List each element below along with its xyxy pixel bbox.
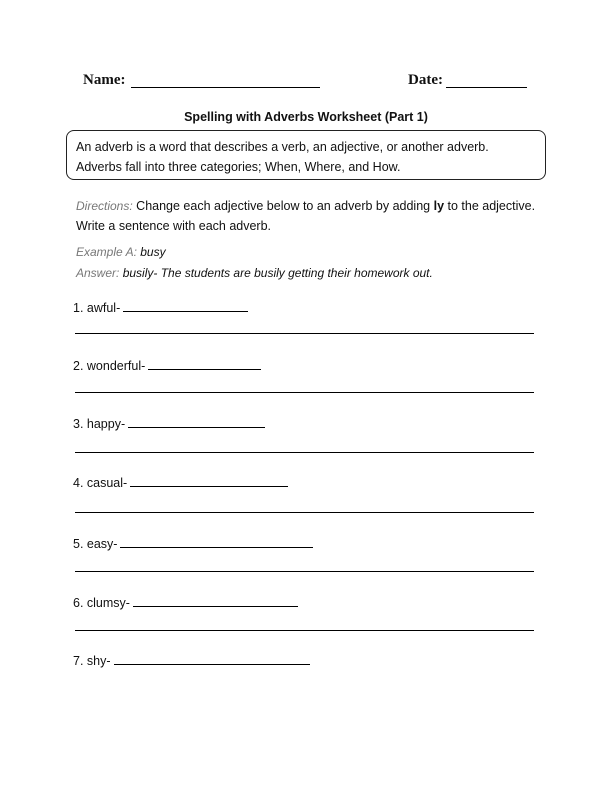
date-label: Date:	[408, 72, 443, 88]
adverb-blank[interactable]	[123, 299, 248, 312]
sentence-line-5[interactable]	[75, 571, 534, 572]
item-7	[73, 652, 310, 668]
adverb-blank[interactable]	[114, 652, 310, 665]
example-word: busy	[136, 245, 166, 259]
item-label: 3. happy-	[73, 417, 126, 431]
item-label: 4. casual-	[73, 476, 128, 490]
definition-line-1: An adverb is a word that describes a verb, an adjective, or another adverb.	[76, 140, 489, 154]
item-2	[73, 357, 261, 373]
item-label: 5. easy-	[73, 537, 118, 551]
adverb-blank[interactable]	[148, 357, 261, 370]
adverb-blank[interactable]	[133, 594, 298, 607]
definition-line-2: Adverbs fall into three categories; When, Where, and How.	[76, 160, 401, 174]
worksheet-title: Spelling with Adverbs Worksheet (Part 1)	[184, 110, 428, 124]
item-5	[73, 535, 313, 551]
name-field[interactable]	[131, 87, 320, 88]
adverb-blank[interactable]	[130, 474, 288, 487]
sentence-line-4[interactable]	[75, 512, 534, 513]
adverb-blank[interactable]	[120, 535, 313, 548]
example-line	[76, 245, 166, 259]
directions	[76, 196, 541, 236]
directions-text-1: Change each adjective below to an adverb by adding	[132, 199, 434, 213]
item-1	[73, 299, 248, 315]
directions-bold: ly	[433, 199, 445, 213]
sentence-line-3[interactable]	[75, 452, 534, 453]
answer-label: Answer:	[76, 266, 120, 280]
directions-text-2: to the adjective. Write a sentence with each adverb.	[76, 199, 536, 233]
directions-label: Directions:	[76, 199, 133, 213]
item-6	[73, 594, 298, 610]
name-label: Name:	[83, 72, 126, 88]
item-4	[73, 474, 288, 490]
item-label: 6. clumsy-	[73, 596, 130, 610]
adverb-blank[interactable]	[128, 415, 265, 428]
sentence-line-2[interactable]	[75, 392, 534, 393]
date-field[interactable]	[446, 87, 527, 88]
answer-line	[76, 266, 433, 280]
definition-text	[76, 137, 541, 177]
example-label: Example A:	[76, 245, 137, 259]
sentence-line-1[interactable]	[75, 333, 534, 334]
item-label: 1. awful-	[73, 301, 121, 315]
sentence-line-6[interactable]	[75, 630, 534, 631]
item-3	[73, 415, 265, 431]
item-label: 2. wonderful-	[73, 359, 146, 373]
answer-text: busily- The students are busily getting their homework out.	[119, 266, 433, 280]
item-label: 7. shy-	[73, 654, 111, 668]
